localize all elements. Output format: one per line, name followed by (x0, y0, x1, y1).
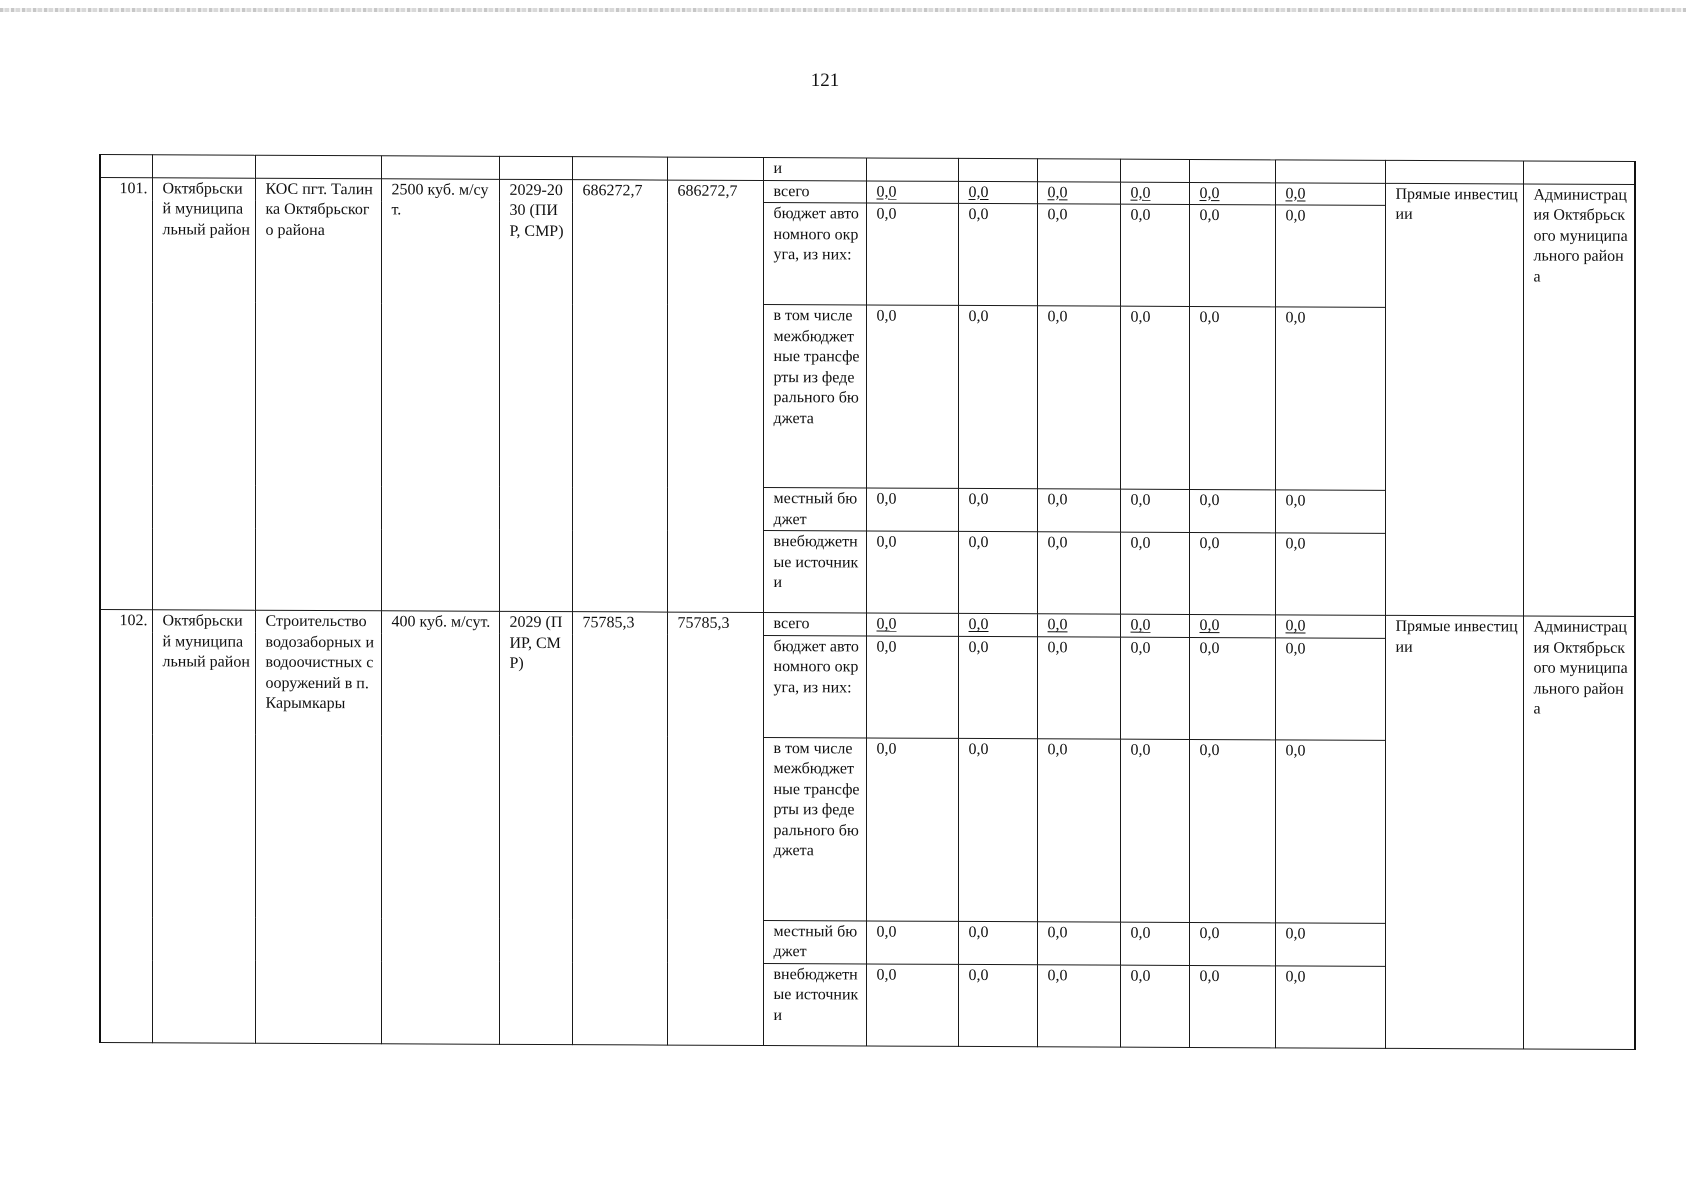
value-cell: 0,0 (1037, 921, 1120, 964)
value-cell: 0,0 (1189, 965, 1275, 1047)
value-cell: 0,0 (866, 305, 958, 488)
value-cell: 0,0 (1037, 181, 1120, 204)
value-cell: 0,0 (1275, 965, 1385, 1047)
cost-total-cell: 75785,3 (572, 612, 667, 1045)
source-label: в том числе межбюджетные трансферты из федерального бюджета (763, 305, 866, 488)
value-cell: 0,0 (1189, 739, 1275, 922)
value-cell: 0,0 (1120, 532, 1189, 614)
value-cell: 0,0 (1120, 306, 1189, 489)
value-cell: 0,0 (1120, 922, 1189, 965)
value-cell: 0,0 (866, 920, 958, 963)
source-label: внебюджетные источники (763, 963, 866, 1045)
municipality-cell: Октябрьский муниципальный район (152, 610, 255, 1043)
period-cell: 2029-2030 (ПИР, СМР) (499, 179, 572, 612)
scan-edge (0, 8, 1686, 12)
value-cell: 0,0 (1189, 614, 1275, 637)
value-cell: 0,0 (1120, 965, 1189, 1047)
value-cell: 0,0 (958, 181, 1037, 204)
value-cell: 0,0 (1120, 637, 1189, 739)
source-label: всего (763, 613, 866, 636)
source-label: местный бюджет (763, 920, 866, 963)
value-cell: 0,0 (958, 738, 1037, 921)
responsible-cell: Администрация Октябрьского муниципального района (1523, 183, 1635, 616)
value-cell: 0,0 (1275, 739, 1385, 922)
value-cell: 0,0 (958, 613, 1037, 636)
value-cell: 0,0 (1189, 204, 1275, 306)
object-cell: КОС пгт. Талинка Октябрьского района (255, 178, 381, 611)
value-cell: 0,0 (1275, 490, 1385, 533)
investment-table (99, 154, 1636, 1049)
value-cell: 0,0 (866, 963, 958, 1045)
value-cell: 0,0 (1189, 532, 1275, 614)
continued-cell: и (763, 158, 866, 181)
value-cell: 0,0 (1189, 637, 1275, 739)
period-cell: 2029 (ПИР, СМР) (499, 611, 572, 1044)
value-cell: 0,0 (958, 531, 1037, 613)
page-number: 121 (810, 70, 840, 91)
value-cell: 0,0 (958, 636, 1037, 738)
value-cell: 0,0 (1189, 306, 1275, 489)
source-label: бюджет автономного округа, из них: (763, 203, 866, 305)
value-cell: 0,0 (866, 737, 958, 920)
value-cell: 0,0 (1120, 204, 1189, 306)
investment-type-cell: Прямые инвестиции (1385, 183, 1523, 616)
value-cell: 0,0 (958, 305, 1037, 488)
value-cell: 0,0 (1037, 964, 1120, 1046)
value-cell: 0,0 (1037, 306, 1120, 489)
value-cell: 0,0 (1275, 533, 1385, 615)
value-cell: 0,0 (1275, 922, 1385, 965)
value-cell: 0,0 (1037, 636, 1120, 738)
value-cell: 0,0 (1120, 614, 1189, 637)
source-label: внебюджетные источники (763, 531, 866, 613)
value-cell: 0,0 (866, 180, 958, 203)
source-label: в том числе межбюджетные трансферты из федерального бюджета (763, 737, 866, 920)
value-cell: 0,0 (958, 203, 1037, 305)
value-cell: 0,0 (1037, 489, 1120, 532)
capacity-cell: 400 куб. м/сут. (381, 611, 499, 1044)
value-cell: 0,0 (866, 203, 958, 305)
value-cell: 0,0 (958, 921, 1037, 964)
object-cell: Строительство водозаборных и водоочистных сооружений в п. Карымкары (255, 610, 381, 1043)
value-cell: 0,0 (1120, 739, 1189, 922)
value-cell: 0,0 (1275, 637, 1385, 739)
value-cell: 0,0 (866, 635, 958, 737)
value-cell: 0,0 (1275, 307, 1385, 490)
municipality-cell: Октябрьский муниципальный район (152, 177, 255, 610)
cost-remaining-cell: 75785,3 (667, 612, 763, 1045)
source-label: бюджет автономного округа, из них: (763, 635, 866, 737)
cost-remaining-cell: 686272,7 (667, 180, 763, 613)
investment-type-cell: Прямые инвестиции (1385, 615, 1523, 1048)
value-cell: 0,0 (866, 531, 958, 613)
value-cell: 0,0 (1037, 532, 1120, 614)
value-cell: 0,0 (958, 488, 1037, 531)
value-cell: 0,0 (1275, 182, 1385, 205)
value-cell: 0,0 (1037, 204, 1120, 306)
cost-total-cell: 686272,7 (572, 179, 667, 612)
value-cell: 0,0 (958, 964, 1037, 1046)
value-cell: 0,0 (1275, 615, 1385, 638)
value-cell: 0,0 (1037, 738, 1120, 921)
responsible-cell: Администрация Октябрьского муниципального района (1523, 616, 1635, 1049)
value-cell: 0,0 (1275, 205, 1385, 307)
value-cell: 0,0 (1189, 489, 1275, 532)
value-cell: 0,0 (1189, 922, 1275, 965)
source-label: всего (763, 180, 866, 203)
value-cell: 0,0 (866, 488, 958, 531)
row-number: 101. (100, 177, 152, 610)
row-number: 102. (100, 610, 152, 1043)
value-cell: 0,0 (866, 613, 958, 636)
source-label: местный бюджет (763, 488, 866, 531)
capacity-cell: 2500 куб. м/сут. (381, 178, 499, 611)
value-cell: 0,0 (1120, 182, 1189, 205)
value-cell: 0,0 (1037, 614, 1120, 637)
value-cell: 0,0 (1189, 182, 1275, 205)
value-cell: 0,0 (1120, 489, 1189, 532)
